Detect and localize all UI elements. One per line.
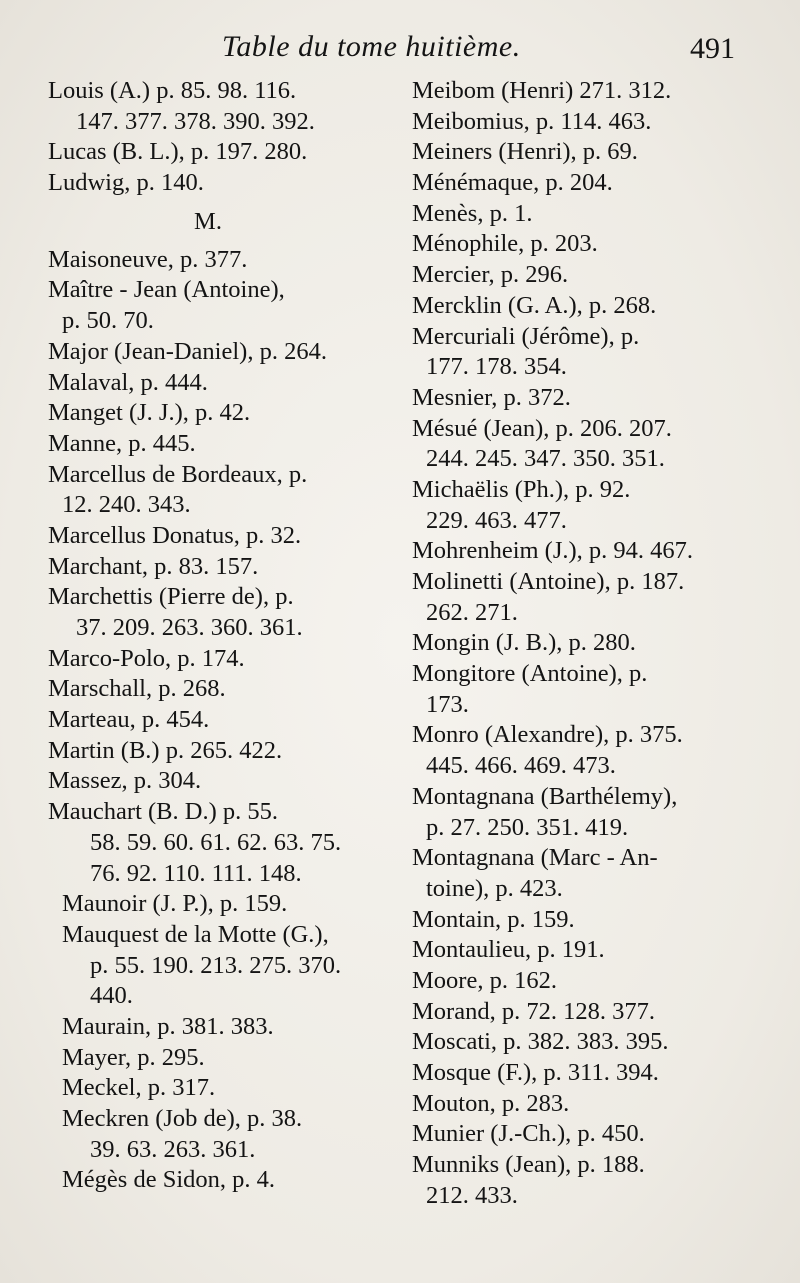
index-entry: Marcellus de Bordeaux, p. xyxy=(48,460,308,488)
index-entry: Manget (J. J.), p. 42. xyxy=(48,399,251,427)
index-entry-continuation: 12. 240. 343. xyxy=(62,491,191,519)
page-header xyxy=(0,30,800,80)
index-entry-continuation: 173. xyxy=(426,690,469,718)
index-entry-continuation: Mauquest de la Motte (G.), xyxy=(62,920,329,948)
index-entry: Meibom (Henri) 271. 312. xyxy=(412,77,672,104)
index-entry-continuation: p. 55. 190. 213. 275. 370. xyxy=(90,951,342,979)
index-entry: Mercier, p. 296. xyxy=(412,261,569,289)
index-entry-continuation: 76. 92. 110. 111. 148. xyxy=(90,859,302,887)
index-entry: Menès, p. 1. xyxy=(412,199,533,227)
index-entry: Major (Jean-Daniel), p. 264. xyxy=(48,337,327,365)
index-entry-continuation: Mayer, p. 295. xyxy=(62,1043,205,1071)
index-entry: Montaulieu, p. 191. xyxy=(412,936,605,964)
index-entry: Ménémaque, p. 204. xyxy=(412,169,613,197)
index-entry-continuation: p. 27. 250. 351. 419. xyxy=(426,813,629,841)
index-column-right xyxy=(412,76,792,1211)
index-entry: Louis (A.) p. 85. 98. 116. xyxy=(48,77,297,104)
page-number: 491 xyxy=(690,32,735,65)
index-entry: Mongitore (Antoine), p. xyxy=(412,660,648,688)
index-entry: Ludwig, p. 140. xyxy=(48,169,204,197)
index-entry-continuation: Mégès de Sidon, p. 4. xyxy=(62,1166,275,1194)
index-entry: Marchettis (Pierre de), p. xyxy=(48,583,294,611)
index-entry-continuation: 177. 178. 354. xyxy=(426,353,567,381)
index-entry: Mosque (F.), p. 311. 394. xyxy=(412,1059,659,1086)
index-entry: Mésué (Jean), p. 206. 207. xyxy=(412,414,672,442)
index-entry: Moore, p. 162. xyxy=(412,966,557,994)
index-entry-continuation: Maurain, p. 381. 383. xyxy=(62,1012,274,1040)
index-entry-continuation: 229. 463. 477. xyxy=(426,506,567,534)
index-entry: Marcellus Donatus, p. 32. xyxy=(48,521,302,549)
index-entry-continuation: Maunoir (J. P.), p. 159. xyxy=(62,890,288,918)
index-entry-continuation: 147. 377. 378. 390. 392. xyxy=(76,107,315,135)
index-entry: Munniks (Jean), p. 188. xyxy=(412,1151,645,1179)
index-entry: Maître - Jean (Antoine), xyxy=(48,276,285,304)
index-entry: Manne, p. 445. xyxy=(48,429,196,457)
index-entry: Montagnana (Marc - An- xyxy=(412,844,658,872)
index-entry: Mercuriali (Jérôme), p. xyxy=(412,322,640,350)
index-entry-continuation: Meckel, p. 317. xyxy=(62,1074,216,1102)
index-entry: Malaval, p. 444. xyxy=(48,368,208,396)
index-entry: Munier (J.-Ch.), p. 450. xyxy=(412,1120,645,1148)
index-entry: Morand, p. 72. 128. 377. xyxy=(412,997,655,1025)
index-entry-continuation: 445. 466. 469. 473. xyxy=(426,752,616,780)
index-entry: Monro (Alexandre), p. 375. xyxy=(412,721,683,749)
index-entry: Mercklin (G. A.), p. 268. xyxy=(412,291,657,319)
running-title: Table du tome huitième. xyxy=(222,30,521,63)
index-entry: Marschall, p. 268. xyxy=(48,675,226,703)
index-entry: Mesnier, p. 372. xyxy=(412,383,571,411)
index-entry-continuation: 37. 209. 263. 360. 361. xyxy=(76,614,303,641)
index-entry: Montain, p. 159. xyxy=(412,905,575,933)
index-entry: Mohrenheim (J.), p. 94. 467. xyxy=(412,537,694,565)
index-entry: Molinetti (Antoine), p. 187. xyxy=(412,568,685,595)
index-entry: Massez, p. 304. xyxy=(48,767,202,795)
section-letter: M. xyxy=(194,207,222,235)
index-entry: Marchant, p. 83. 157. xyxy=(48,552,259,580)
index-entry: Michaëlis (Ph.), p. 92. xyxy=(412,475,631,503)
index-entry: Mongin (J. B.), p. 280. xyxy=(412,629,636,657)
index-entry-continuation: 262. 271. xyxy=(426,598,518,626)
index-entry: Marco-Polo, p. 174. xyxy=(48,644,245,672)
index-column-left xyxy=(48,76,398,1196)
index-entry: Moscati, p. 382. 383. 395. xyxy=(412,1028,669,1056)
index-entry: Martin (B.) p. 265. 422. xyxy=(48,736,283,764)
index-entry: Meibomius, p. 114. 463. xyxy=(412,107,652,135)
index-entry-continuation: 244. 245. 347. 350. 351. xyxy=(426,445,665,473)
index-entry-continuation: 58. 59. 60. 61. 62. 63. 75. xyxy=(90,828,342,856)
index-entry-continuation: 440. xyxy=(90,982,133,1010)
index-entry: Maisoneuve, p. 377. xyxy=(48,245,248,273)
index-entry: Mouton, p. 283. xyxy=(412,1089,570,1117)
index-entry-continuation: toine), p. 423. xyxy=(426,874,563,902)
index-entry-continuation: Meckren (Job de), p. 38. xyxy=(62,1105,303,1132)
index-entry: Lucas (B. L.), p. 197. 280. xyxy=(48,138,308,166)
index-entry: Meiners (Henri), p. 69. xyxy=(412,138,638,166)
index-entry-continuation: 212. 433. xyxy=(426,1181,518,1209)
index-entry-continuation: 39. 63. 263. 361. xyxy=(90,1135,256,1163)
index-entry: Marteau, p. 454. xyxy=(48,706,210,734)
index-entry: Montagnana (Barthélemy), xyxy=(412,782,678,810)
index-entry: Ménophile, p. 203. xyxy=(412,230,598,258)
index-entry: Mauchart (B. D.) p. 55. xyxy=(48,798,278,826)
index-entry-continuation: p. 50. 70. xyxy=(62,307,154,335)
